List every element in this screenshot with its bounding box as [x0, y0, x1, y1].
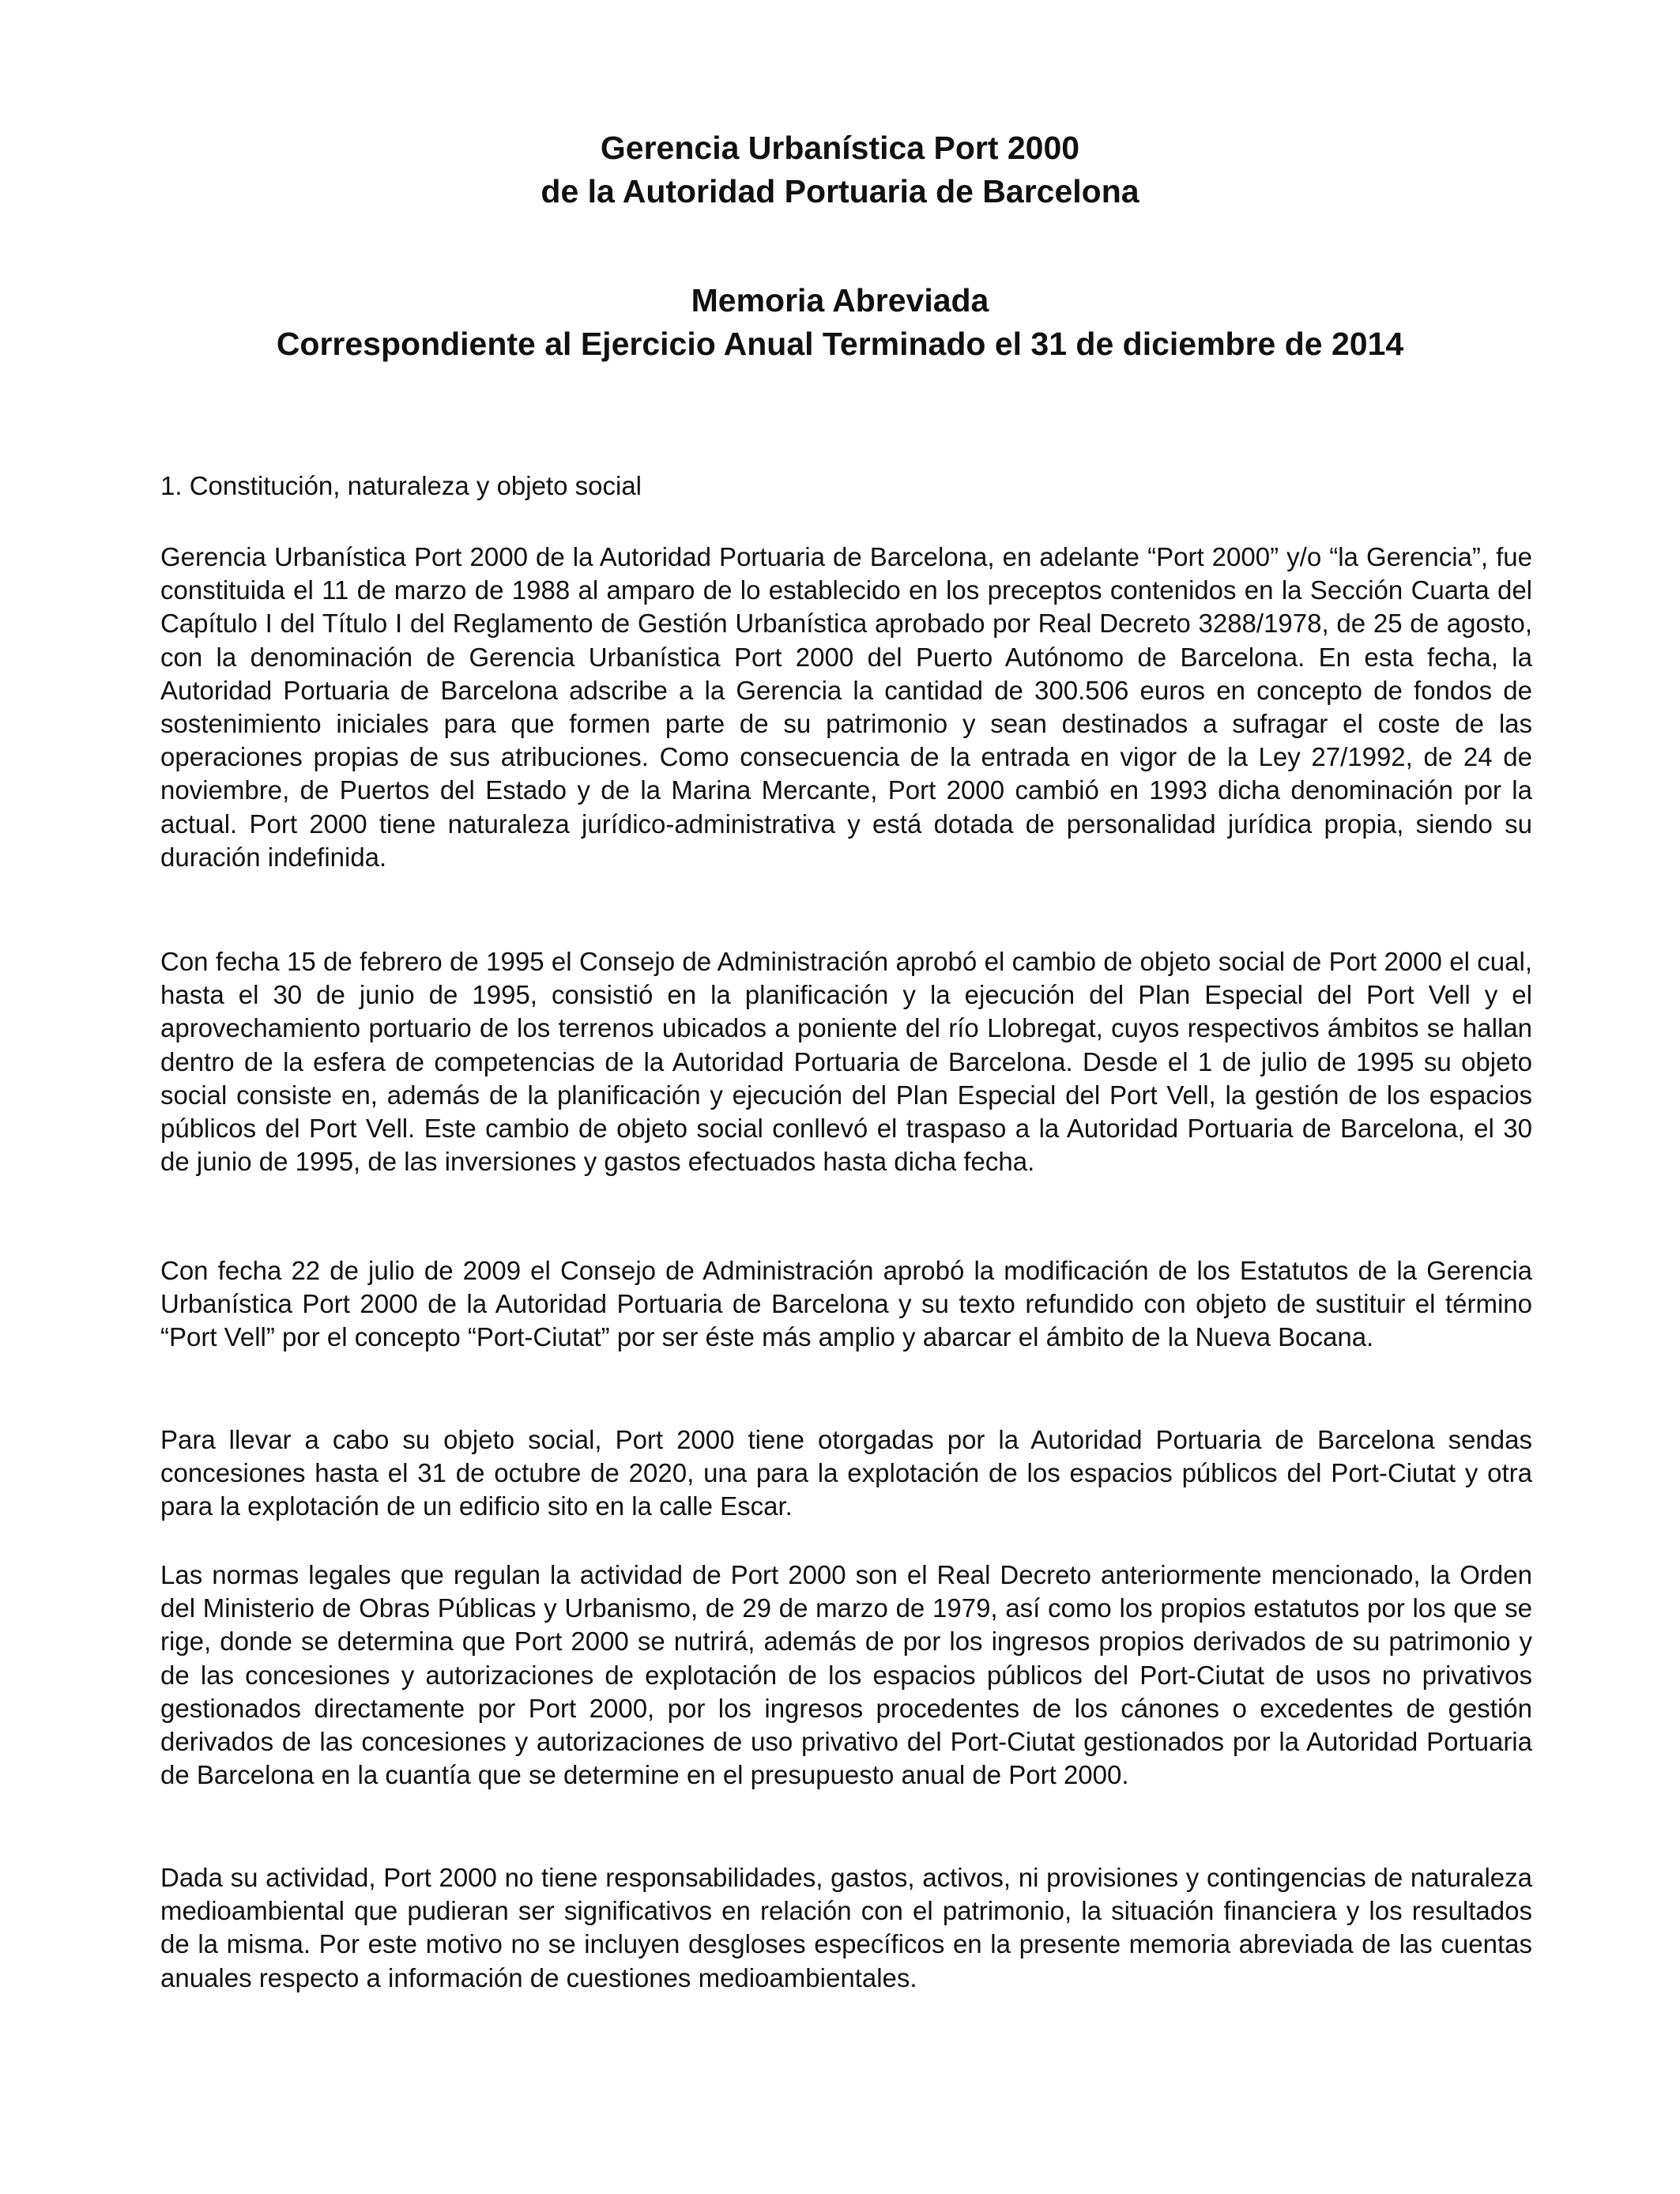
document-subtitle	[0, 279, 1680, 366]
paragraph-objeto-social-1995: Con fecha 15 de febrero de 1995 el Consejo de Administración aprobó el cambio de objeto social de Port 2000 el cual, hasta el 30 de junio de 1995, consistió en la planificación y la ejecución del Plan Especial del Port Vell y el aprovechamiento portuario de los terrenos ubicados a poniente del río Llobregat, cuyos respectivos ámbitos se hallan dentro de la esfera de competencias de la Autoridad Portuaria de Barcelona. Desde el 1 de julio de 1995 su objeto social consiste en, además de la planificación y ejecución del Plan Especial del Port Vell, la gestión de los espacios públicos del Port Vell. Este cambio de objeto social conllevó el traspaso a la Autoridad Portuaria de Barcelona, el 30 de junio de 1995, de las inversiones y gastos efectuados hasta dicha fecha.	[160, 947, 1532, 1177]
subtitle-line-2: Correspondiente al Ejercicio Anual Terminado el 31 de diciembre de 2014	[276, 326, 1404, 362]
paragraph-normas-legales: Las normas legales que regulan la actividad de Port 2000 son el Real Decreto anteriormente mencionado, la Orden del Ministerio de Obras Públicas y Urbanismo, de 29 de marzo de 1979, así como los propios estatutos por los que se rige, donde se determina que Port 2000 se nutrirá, además de por los ingresos propios derivados de su patrimonio y de las concesiones y autorizaciones de explotación de los espacios públicos del Port-Ciutat de usos no privativos gestionados directamente por Port 2000, por los ingresos procedentes de los cánones o excedentes de gestión derivados de las concesiones y autorizaciones de uso privativo del Port-Ciutat gestionados por la Autoridad Portuaria de Barcelona en la cuantía que se determine en el presupuesto anual de Port 2000.	[160, 1560, 1532, 1790]
section-heading: 1. Constitución, naturaleza y objeto social	[160, 471, 642, 500]
paragraph-constitution: Gerencia Urbanística Port 2000 de la Autoridad Portuaria de Barcelona, en adelante “Port 2000” y/o “la Gerencia”, fue constituida el 11 de marzo de 1988 al amparo de lo establecido en los preceptos contenidos en la Sección Cuarta del Capítulo I del Título I del Reglamento de Gestión Urbanística aprobado por Real Decreto 3288/1978, de 25 de agosto, con la denominación de Gerencia Urbanística Port 2000 del Puerto Autónomo de Barcelona. En esta fecha, la Autoridad Portuaria de Barcelona adscribe a la Gerencia la cantidad de 300.506 euros en concepto de fondos de sostenimiento iniciales para que formen parte de su patrimonio y sean destinados a sufragar el coste de las operaciones propias de sus atribuciones. Como consecuencia de la entrada en vigor de la Ley 27/1992, de 24 de noviembre, de Puertos del Estado y de la Marina Mercante, Port 2000 cambió en 1993 dicha denominación por la actual. Port 2000 tiene naturaleza jurídico-administrativa y está dotada de personalidad jurídica propia, siendo su duración indefinida.	[160, 542, 1532, 872]
paragraph-medioambiental: Dada su actividad, Port 2000 no tiene responsabilidades, gastos, activos, ni provisiones y contingencias de naturaleza medioambiental que pudieran ser significativos en relación con el patrimonio, la situación financiera y los resultados de la misma. Por este motivo no se incluyen desgloses específicos en la presente memoria abreviada de las cuentas anuales respecto a información de cuestiones medioambientales.	[160, 1863, 1532, 1992]
document-title	[0, 126, 1680, 213]
title-line-2: de la Autoridad Portuaria de Barcelona	[541, 173, 1139, 209]
paragraph-concesiones: Para llevar a cabo su objeto social, Port 2000 tiene otorgadas por la Autoridad Portuaria de Barcelona sendas concesiones hasta el 31 de octubre de 2020, una para la explotación de los espacios públicos del Port-Ciutat y otra para la explotación de un edificio sito en la calle Escar.	[160, 1425, 1532, 1521]
paragraph-estatutos-2009: Con fecha 22 de julio de 2009 el Consejo de Administración aprobó la modificación de los Estatutos de la Gerencia Urbanística Port 2000 de la Autoridad Portuaria de Barcelona y su texto refundido con objeto de sustituir el término “Port Vell” por el concepto “Port-Ciutat” por ser éste más amplio y abarcar el ámbito de la Nueva Bocana.	[160, 1256, 1532, 1352]
title-line-1: Gerencia Urbanística Port 2000	[600, 130, 1080, 166]
subtitle-line-1: Memoria Abreviada	[691, 282, 989, 319]
